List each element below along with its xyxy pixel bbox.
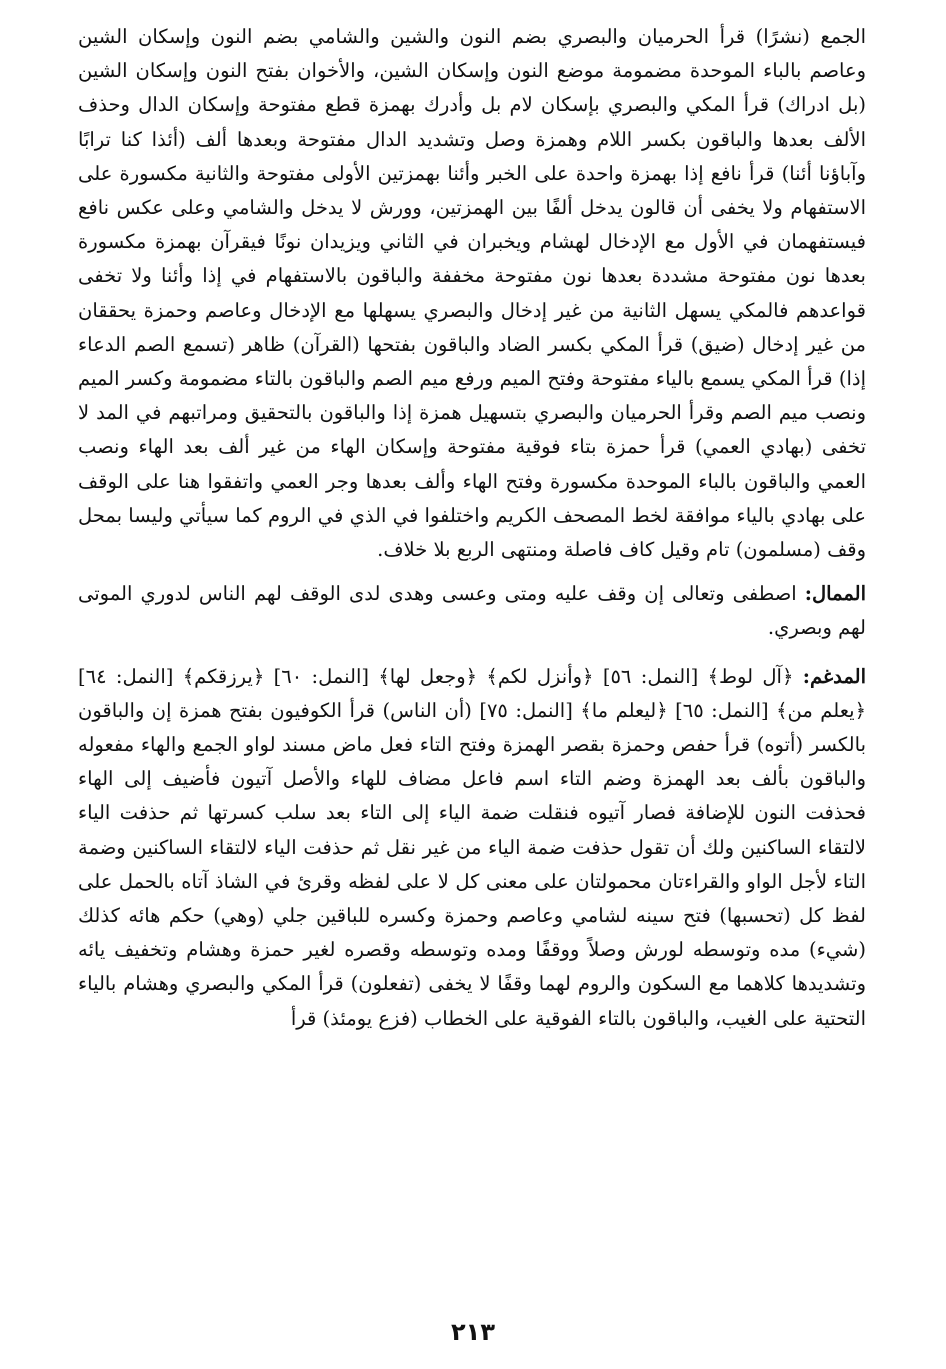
mudgham-paragraph <box>78 660 866 1036</box>
mumal-paragraph <box>78 577 866 645</box>
main-paragraph: الجمع (نشرًا) قرأ الحرميان والبصري بضم النون والشين والشامي بضم النون وإسكان الشين وعاصم بالباء الموحدة مضمومة موضع النون وإسكان الشين، والأخوان بفتح النون وإسكان الشين (بل ادراك) قرأ المكي والبصري بإسكان لام بل وأدرك بهمزة قطع مفتوحة وإسكان الدال وحذف الألف بعدها والباقون بكسر اللام وهمزة وصل وتشديد الدال مفتوحة وبعدها ألف (أئذا كنا ترابًا وآباؤنا أئنا) قرأ نافع إذا بهمزة واحدة على الخبر وأئنا بهمزتين الأولى مفتوحة والثانية مكسورة على الاستفهام ولا يخفى أن قالون يدخل ألفًا بين الهمزتين، وورش لا يدخل والشامي وعلى عكس نافع فيستفهمان في الأول مع الإدخال لهشام ويخبران في الثاني ويزيدان نونًا فيقرآن بهمزة مكسورة بعدها نون مفتوحة مشددة بعدها نون مفتوحة مخففة والباقون بالاستفهام في إذا وأئنا ولا تخفى قواعدهم فالمكي يسهل الثانية من غير إدخال والبصري يسهلها مع الإدخال وعاصم وحمزة يحققان من غير إدخال (ضيق) قرأ المكي بكسر الضاد والباقون بفتحها (القرآن) ظاهر (تسمع الصم الدعاء إذا) قرأ المكي يسمع بالياء مفتوحة وفتح الميم ورفع ميم الصم والباقون بالتاء مضمومة وكسر الميم ونصب ميم الصم وقرأ الحرميان والبصري بتسهيل همزة إذا والباقون بالتحقيق ومراتبهم في المد لا تخفى (بهادي العمي) قرأ حمزة بتاء فوقية مفتوحة وإسكان الهاء من غير ألف بعد الهاء ونصب العمي والباقون بالباء الموحدة مكسورة وفتح الهاء وألف بعدها وجر العمي واتفقوا هنا على الوقف على بهادي بالياء موافقة لخط المصحف الكريم واختلفوا في الذي في الروم كما سيأتي وليسا بمحل وقف (مسلمون) تام وقيل كاف فاصلة ومنتهى الربع بلا خلاف. <box>78 25 866 562</box>
mudgham-text: ﴿آل لوط﴾ [النمل: ٥٦] ﴿وأنزل لكم﴾ ﴿وجعل لها﴾ [النمل: ٦٠] ﴿يرزقكم﴾ [النمل: ٦٤] ﴿يعلم من﴾ [النمل: ٦٥] ﴿ليعلم ما﴾ [النمل: ٧٥] (أن الناس) قرأ الكوفيون بفتح همزة إن والباقون بالكسر (أتوه) قرأ حفص وحمزة بقصر الهمزة وفتح التاء فعل ماض مسند لواو الجمع والهاء مفعوله والباقون بألف بعد الهمزة وضم التاء اسم فاعل مضاف للهاء والأصل آتيون فأضيف إلى الهاء فحذفت النون للإضافة فصار آتيوه فنقلت ضمة الياء إلى التاء بعد سلب كسرتها ثم حذفت الياء لالتقاء الساكنين ولك أن تقول حذفت ضمة الياء من غير نقل ثم حذفت الياء لالتقاء الساكنين وضمة التاء لأجل الواو والقراءتان محمولتان على معنى كل لا على لفظه وقرئ في الشاذ آتاه بالحمل على لفظ كل (تحسبها) فتح سينه لشامي وعاصم وحمزة وكسره للباقين جلي (وهي) حكم هائه كذلك (شيء) مده وتوسطه لورش وصلاً ووقفًا ومده وتوسطه وقصره لغير حمزة وهشام وتخفيف يائه وتشديدها كلاهما مع السكون والروم لهما وقفًا لا يخفى (تفعلون) قرأ المكي والبصري وهشام بالياء التحتية على الغيب، والباقون بالتاء الفوقية على الخطاب (فزع يومئذ) قرأ <box>78 664 866 1030</box>
mudgham-label: المدغم: <box>802 664 867 688</box>
page-number: ٢١٣ <box>451 1318 495 1346</box>
mumal-text: اصطفى وتعالى إن وقف عليه ومتى وعسى وهدى لدى الوقف لهم الناس لدوري الموتى لهم وبصري. <box>78 582 866 640</box>
page-text-block <box>78 20 866 1339</box>
mumal-label: الممال: <box>804 582 866 606</box>
